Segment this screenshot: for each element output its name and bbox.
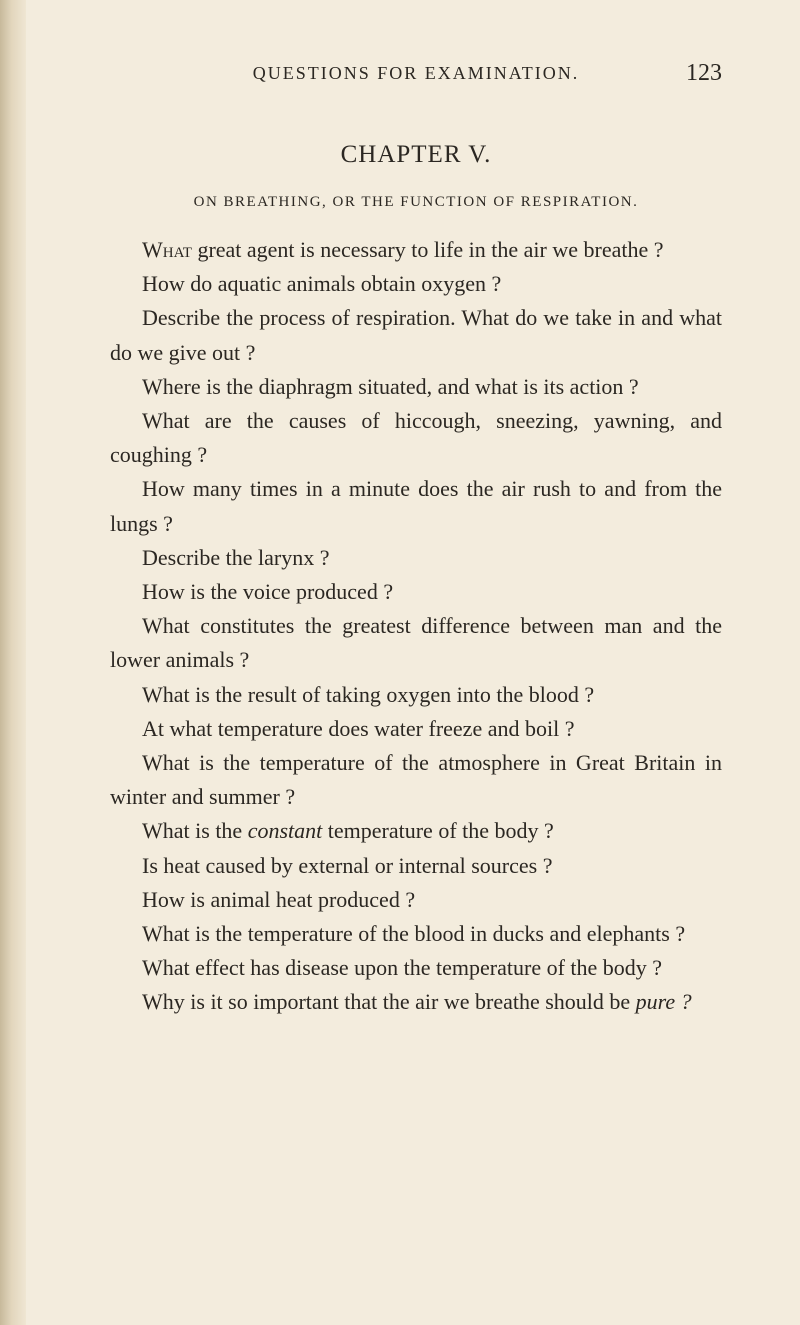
question-item (110, 404, 722, 472)
question-text: Is heat caused by external or internal sources ? (142, 852, 553, 878)
question-item (110, 575, 722, 609)
question-item (110, 849, 722, 883)
question-text: How do aquatic animals obtain oxygen ? (142, 271, 502, 297)
question-text: At what temperature does water freeze and boil ? (142, 715, 575, 741)
question-text: What effect has disease upon the temperature of the body ? (142, 955, 663, 981)
question-text: What are the causes of hiccough, sneezing, yawning, and coughing ? (110, 408, 722, 468)
question-text: Describe the larynx ? (142, 544, 330, 570)
question-text: great agent is necessary to life in the air we breathe ? (191, 237, 664, 262)
question-item (110, 883, 722, 917)
question-text: What is the temperature of the blood in ducks and elephants ? (142, 921, 686, 947)
question-item (110, 985, 722, 1019)
question-item (110, 678, 722, 712)
question-text: How is the voice produced ? (142, 579, 394, 605)
book-page (110, 0, 722, 1325)
question-text: What is the (142, 818, 248, 844)
question-text: What is the temperature of the atmosphere in Great Britain in winter and summer ? (110, 750, 722, 810)
question-text: What is the result of taking oxygen into the blood ? (142, 681, 595, 707)
chapter-title: CHAPTER V. (340, 141, 492, 168)
chapter-subtitle: ON BREATHING, OR THE FUNCTION OF RESPIRATION. (193, 194, 639, 210)
question-item (110, 917, 722, 951)
question-item (110, 712, 722, 746)
question-text: Where is the diaphragm situated, and what is its action ? (142, 373, 639, 399)
question-item (110, 609, 722, 677)
running-head (110, 58, 722, 88)
question-text: How is animal heat produced ? (142, 886, 416, 912)
question-item (110, 472, 722, 540)
question-item (110, 267, 722, 301)
question-list (110, 233, 722, 1020)
page-edge-shadow (0, 0, 26, 1325)
question-item (110, 370, 722, 404)
question-text: pure ? (635, 989, 692, 1015)
question-text: Why is it so important that the air we breathe should be (142, 989, 636, 1015)
question-text: temperature of the body ? (322, 818, 554, 844)
question-item (110, 746, 722, 814)
question-text: How many times in a minute does the air rush to and from the lungs ? (110, 476, 722, 536)
question-item (110, 233, 722, 267)
question-text: What (142, 237, 192, 262)
question-item (110, 814, 722, 848)
question-text: Describe the process of respiration. What do we take in and what do we give out ? (110, 305, 722, 365)
question-item (110, 301, 722, 369)
question-text: constant (247, 818, 323, 844)
question-text: What constitutes the greatest difference between man and the lower animals ? (110, 613, 722, 673)
question-item (110, 951, 722, 985)
page-number: 123 (686, 60, 722, 86)
running-title: QUESTIONS FOR EXAMINATION. (252, 63, 580, 83)
question-item (110, 541, 722, 575)
